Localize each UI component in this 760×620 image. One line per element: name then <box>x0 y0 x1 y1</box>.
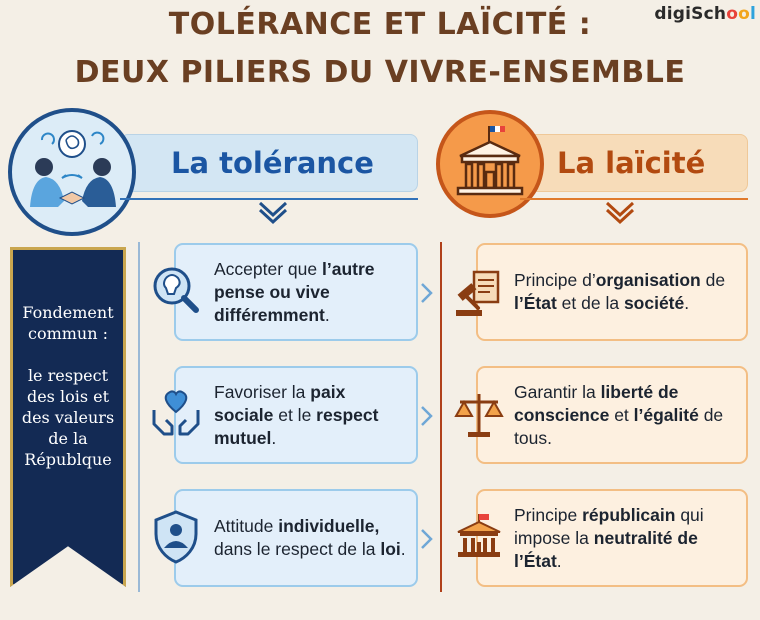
scales-icon <box>452 388 506 442</box>
arrow-right-icon <box>420 405 434 427</box>
capitol-building-icon <box>436 110 544 218</box>
laicite-card-2: Garantir la liberté de conscience et l’égalité de tous. <box>476 366 748 464</box>
laicite-card-1: Principe d’organisation de l’État et de la société. <box>476 243 748 341</box>
tolerance-card-3: Attitude individuelle, dans le respect de la loi. <box>174 489 418 587</box>
common-foundation-text: Fondement commun : le respect des lois et des valeurs de la Républque <box>21 303 115 469</box>
page-title-line2: DEUX PILIERS DU VIVRE-ENSEMBLE <box>74 55 686 90</box>
tolerance-header-underline <box>120 198 418 200</box>
laicite-header: La laïcité <box>520 134 748 192</box>
left-divider <box>138 242 140 592</box>
people-handshake-icon <box>8 108 136 236</box>
center-divider <box>440 242 442 592</box>
gavel-scroll-icon <box>452 266 506 320</box>
shield-person-icon <box>150 508 202 566</box>
arrow-right-icon <box>420 282 434 304</box>
tolerance-card-1: Accepter que l’autre pense ou vive différemment. <box>174 243 418 341</box>
head-magnifier-icon <box>148 264 204 320</box>
chevron-down-icon <box>258 201 288 225</box>
laicite-card-3: Principe républicain qui impose la neutralité de l’État. <box>476 489 748 587</box>
arrow-right-icon <box>420 528 434 550</box>
hands-heart-icon <box>148 386 204 442</box>
tolerance-header: La tolérance <box>120 134 418 192</box>
tolerance-card-2: Favoriser la paix sociale et le respect mutuel. <box>174 366 418 464</box>
brand-logo: digiSchool <box>654 4 756 24</box>
chevron-down-icon <box>605 201 635 225</box>
page-title-line1: TOLÉRANCE ET LAÏCITÉ : <box>168 7 592 42</box>
laicite-header-underline <box>520 198 748 200</box>
building-icon <box>452 510 506 564</box>
